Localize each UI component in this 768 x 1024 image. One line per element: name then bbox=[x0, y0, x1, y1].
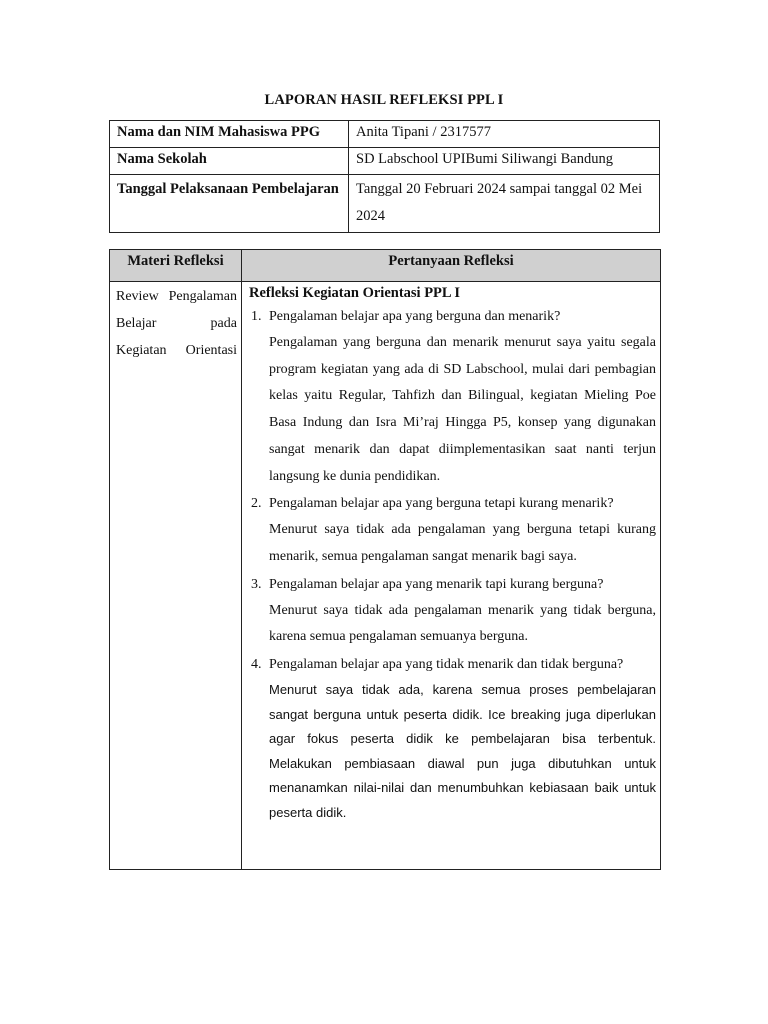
list-item bbox=[249, 571, 656, 651]
info-row-student bbox=[110, 121, 660, 148]
info-row-school bbox=[110, 148, 660, 175]
material-cell bbox=[110, 282, 242, 870]
header-material: Materi Refleksi bbox=[110, 250, 242, 282]
question-text: Pengalaman belajar apa yang menarik tapi kurang berguna? bbox=[269, 576, 604, 592]
info-value: Tanggal 20 Februari 2024 sampai tanggal 02 Mei 2024 bbox=[349, 175, 660, 233]
info-value: SD Labschool UPIBumi Siliwangi Bandung bbox=[349, 148, 660, 175]
list-item bbox=[249, 303, 656, 490]
reflection-header-row bbox=[110, 250, 661, 282]
info-label: Nama Sekolah bbox=[110, 148, 349, 175]
answer-text: Pengalaman yang berguna dan menarik menurut saya yaitu segala program kegiatan yang ada di SD Labschool, mulai dari pembagian kelas yaitu Regular, Tahfizh dan Bilingual, kegiatan Mieling Poe Basa Indung dan Isra Mi’raj Hingga P5, konsep yang digunakan sangat menarik dan dapat diimplementasikan saat nanti terjun langsung ke dunia pendidikan. bbox=[269, 335, 656, 484]
info-label: Tanggal Pelaksanaan Pembelajaran bbox=[110, 175, 349, 233]
questions-cell bbox=[242, 282, 661, 870]
reflection-body-row bbox=[110, 282, 661, 870]
info-label: Nama dan NIM Mahasiswa PPG bbox=[110, 121, 349, 148]
info-value: Anita Tipani / 2317577 bbox=[349, 121, 660, 148]
question-text: Pengalaman belajar apa yang berguna tetapi kurang menarik? bbox=[269, 496, 614, 512]
reflection-table bbox=[109, 249, 661, 870]
header-questions: Pertanyaan Refleksi bbox=[242, 250, 661, 282]
item-number: 1. bbox=[251, 309, 262, 324]
info-table bbox=[109, 120, 660, 233]
item-number: 4. bbox=[251, 657, 262, 673]
item-number: 3. bbox=[251, 576, 262, 592]
answer-text: Menurut saya tidak ada, karena semua proses pembelajaran sangat berguna untuk peserta didik. Ice breaking juga diperlukan agar fokus peserta didik ke pembelajaran bisa terbentuk. Melakukan pembiasaan diawal pun juga dibutuhkan untuk menanamkan nilai-nilai dan menumbuhkan kebiasaan baik untuk peserta didik. bbox=[269, 682, 656, 820]
list-item bbox=[249, 490, 656, 570]
document-title: LAPORAN HASIL REFLEKSI PPL I bbox=[264, 92, 504, 108]
list-item bbox=[249, 651, 656, 826]
answer-text: Menurut saya tidak ada pengalaman yang berguna tetapi kurang menarik, semua pengalaman sangat menarik bagi saya. bbox=[269, 522, 656, 564]
section-title: Refleksi Kegiatan Orientasi PPL I bbox=[249, 285, 461, 301]
question-text: Pengalaman belajar apa yang berguna dan menarik? bbox=[269, 309, 561, 324]
item-number: 2. bbox=[251, 496, 262, 512]
material-text: Review Pengalaman Belajar pada Kegiatan Orientasi bbox=[116, 289, 237, 358]
answer-text: Menurut saya tidak ada pengalaman menarik yang tidak berguna, karena semua pengalaman semuanya berguna. bbox=[269, 602, 656, 645]
info-row-date bbox=[110, 175, 660, 233]
question-text: Pengalaman belajar apa yang tidak menarik dan tidak berguna? bbox=[269, 657, 624, 673]
question-list bbox=[249, 303, 656, 826]
